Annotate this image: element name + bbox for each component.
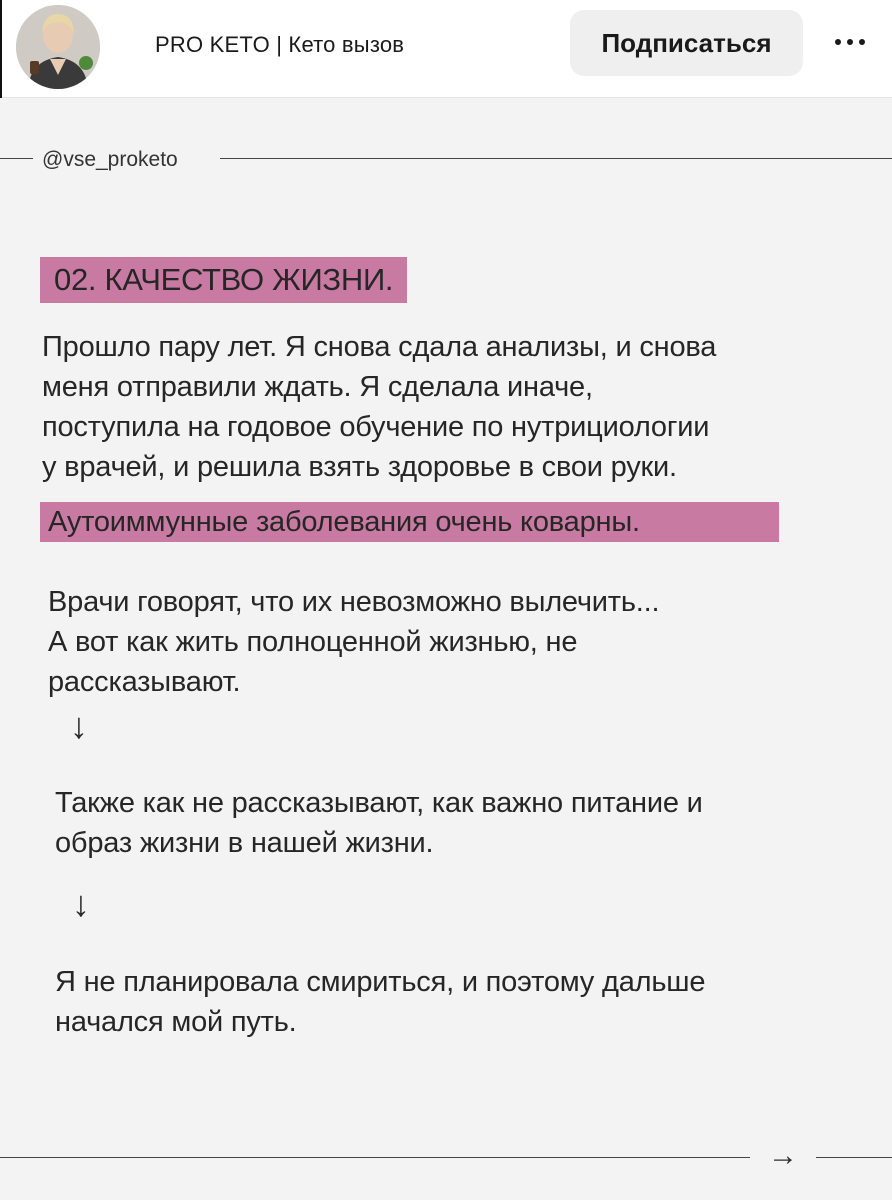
avatar-photo-icon <box>16 5 100 89</box>
highlighted-statement: Аутоиммунные заболевания очень коварны. <box>40 502 779 542</box>
paragraph-nutrition <box>55 783 703 863</box>
text-line: Прошло пару лет. Я снова сдала анализы, и снова <box>42 331 717 363</box>
divider-right <box>220 158 892 159</box>
account-name[interactable]: PRO KETO | Кето вызов <box>155 32 405 57</box>
more-options-icon[interactable] <box>822 22 878 62</box>
paragraph-doctors <box>48 582 659 702</box>
bottom-divider-left <box>0 1157 750 1158</box>
header-edge-line <box>0 0 2 98</box>
text-line: Врачи говорят, что их невозможно вылечить... <box>48 586 660 618</box>
text-line: Я не планировала смириться, и поэтому дальше <box>55 966 706 998</box>
text-line: рассказывают. <box>48 666 241 698</box>
dot <box>835 39 841 45</box>
avatar[interactable] <box>16 5 100 89</box>
text-line: А вот как жить полноценной жизнью, не <box>48 626 578 658</box>
section-title: 02. КАЧЕСТВО ЖИЗНИ. <box>40 257 407 303</box>
text-line: образ жизни в нашей жизни. <box>55 827 434 859</box>
arrow-right-icon[interactable]: → <box>768 1139 798 1172</box>
dot <box>847 39 853 45</box>
bottom-divider-right <box>816 1157 892 1158</box>
text-line: меня отправили ждать. Я сделала иначе, <box>42 371 593 403</box>
text-line: Также как не рассказывают, как важно питание и <box>55 787 703 819</box>
paragraph-intro <box>42 327 716 487</box>
account-handle: @vse_proketo <box>42 148 178 171</box>
arrow-down-icon: ↓ <box>72 883 90 924</box>
subscribe-button[interactable]: Подписаться <box>570 10 803 76</box>
text-line: начался мой путь. <box>55 1006 297 1038</box>
paragraph-journey <box>55 962 705 1042</box>
text-line: поступила на годовое обучение по нутрициологии <box>42 411 710 443</box>
post-header <box>0 0 892 98</box>
divider-left <box>0 158 33 159</box>
text-line: у врачей, и решила взять здоровье в свои руки. <box>42 451 677 483</box>
dot <box>859 39 865 45</box>
arrow-down-icon: ↓ <box>70 705 88 746</box>
